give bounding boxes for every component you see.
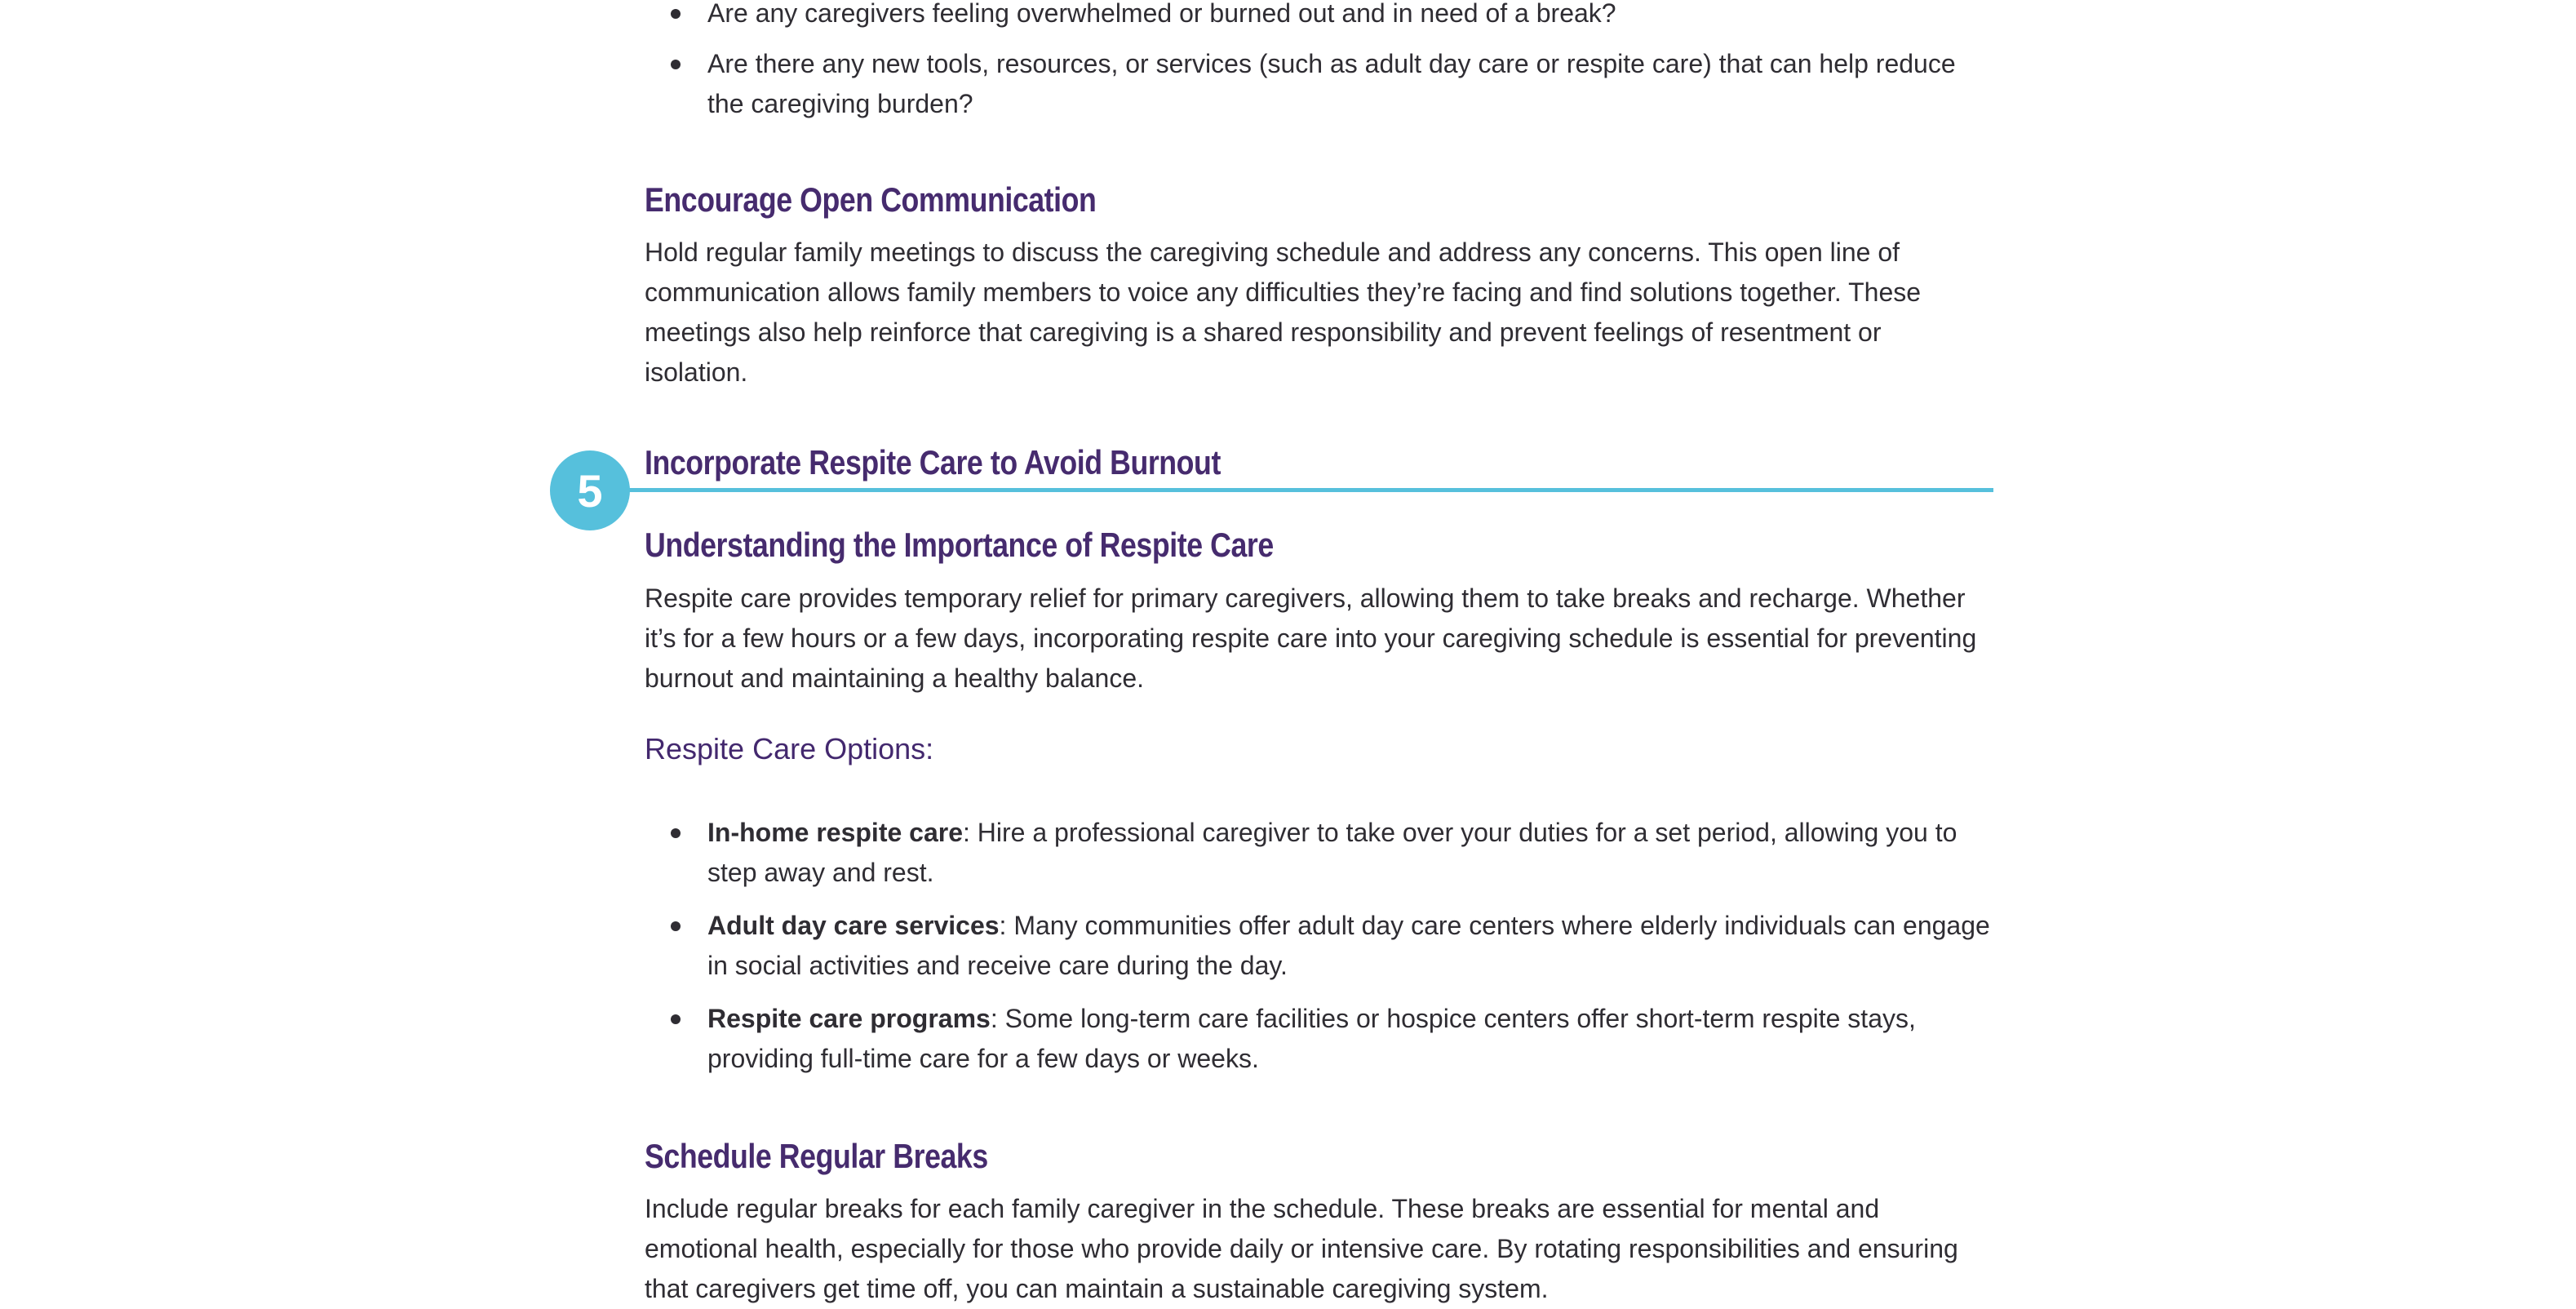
respite-care-options-label: Respite Care Options: [645, 732, 934, 765]
question-list [645, 0, 1991, 124]
paragraph-schedule-breaks: Include regular breaks for each family caregiver in the schedule. These breaks are essential for mental and emotional health, especially for those who provide daily or intensive care. By rotating responsibilities and ensuring that caregivers get time off, you can maintain a sustainable caregiving system. [645, 1194, 1958, 1303]
document-page [577, 0, 1991, 1309]
bullet-icon [671, 828, 681, 838]
question-text: Are there any new tools, resources, or services (such as adult day care or respite care) that can help reduce the caregiving burden? [707, 49, 1956, 118]
paragraph-respite-importance: Respite care provides temporary relief for primary caregivers, allowing them to take breaks and recharge. Whether it’s for a few hours or a few days, incorporating respite care into your caregiving schedule is essential for preventing burnout and maintaining a healthy balance. [645, 584, 1977, 693]
section-number-badge: 5 [550, 450, 630, 530]
section-5-header [577, 442, 1991, 517]
paragraph-open-communication: Hold regular family meetings to discuss the caregiving schedule and address any concerns. This open line of communication allows family members to voice any difficulties they’re facing and find solutions together. These meetings also help reinforce that caregiving is a shared responsibility and prevent feelings of resentment or isolation. [645, 237, 1922, 387]
bullet-icon [671, 9, 681, 19]
question-item [645, 44, 1991, 124]
option-term: In-home respite care [707, 818, 963, 847]
question-text: Are any caregivers feeling overwhelmed or burned out and in need of a break? [707, 0, 1616, 28]
bullet-icon [671, 1014, 681, 1024]
heading-schedule-regular-breaks: Schedule Regular Breaks [645, 1137, 988, 1175]
question-item [645, 0, 1991, 33]
list-item [645, 813, 1991, 893]
option-term: Adult day care services [707, 911, 1000, 940]
list-item [645, 906, 1991, 986]
bullet-icon [671, 921, 681, 931]
section-5-title: Incorporate Respite Care to Avoid Burnout [645, 443, 1221, 481]
option-description: : Some long-term care facilities or hospice centers offer short-term respite stays, providing full-time care for a few days or weeks. [707, 1004, 1916, 1073]
respite-options-list [645, 813, 1991, 1079]
heading-encourage-open-communication: Encourage Open Communication [645, 180, 1097, 219]
bullet-icon [671, 60, 681, 69]
list-item [645, 999, 1991, 1079]
section-divider-line [571, 488, 1993, 492]
option-description: : Many communities offer adult day care centers where elderly individuals can engage in social activities and receive care during the day. [707, 911, 1990, 980]
heading-understanding-respite-care: Understanding the Importance of Respite Care [645, 526, 1274, 564]
option-term: Respite care programs [707, 1004, 991, 1033]
option-description: : Hire a professional caregiver to take over your duties for a set period, allowing you to step away and rest. [707, 818, 1957, 887]
